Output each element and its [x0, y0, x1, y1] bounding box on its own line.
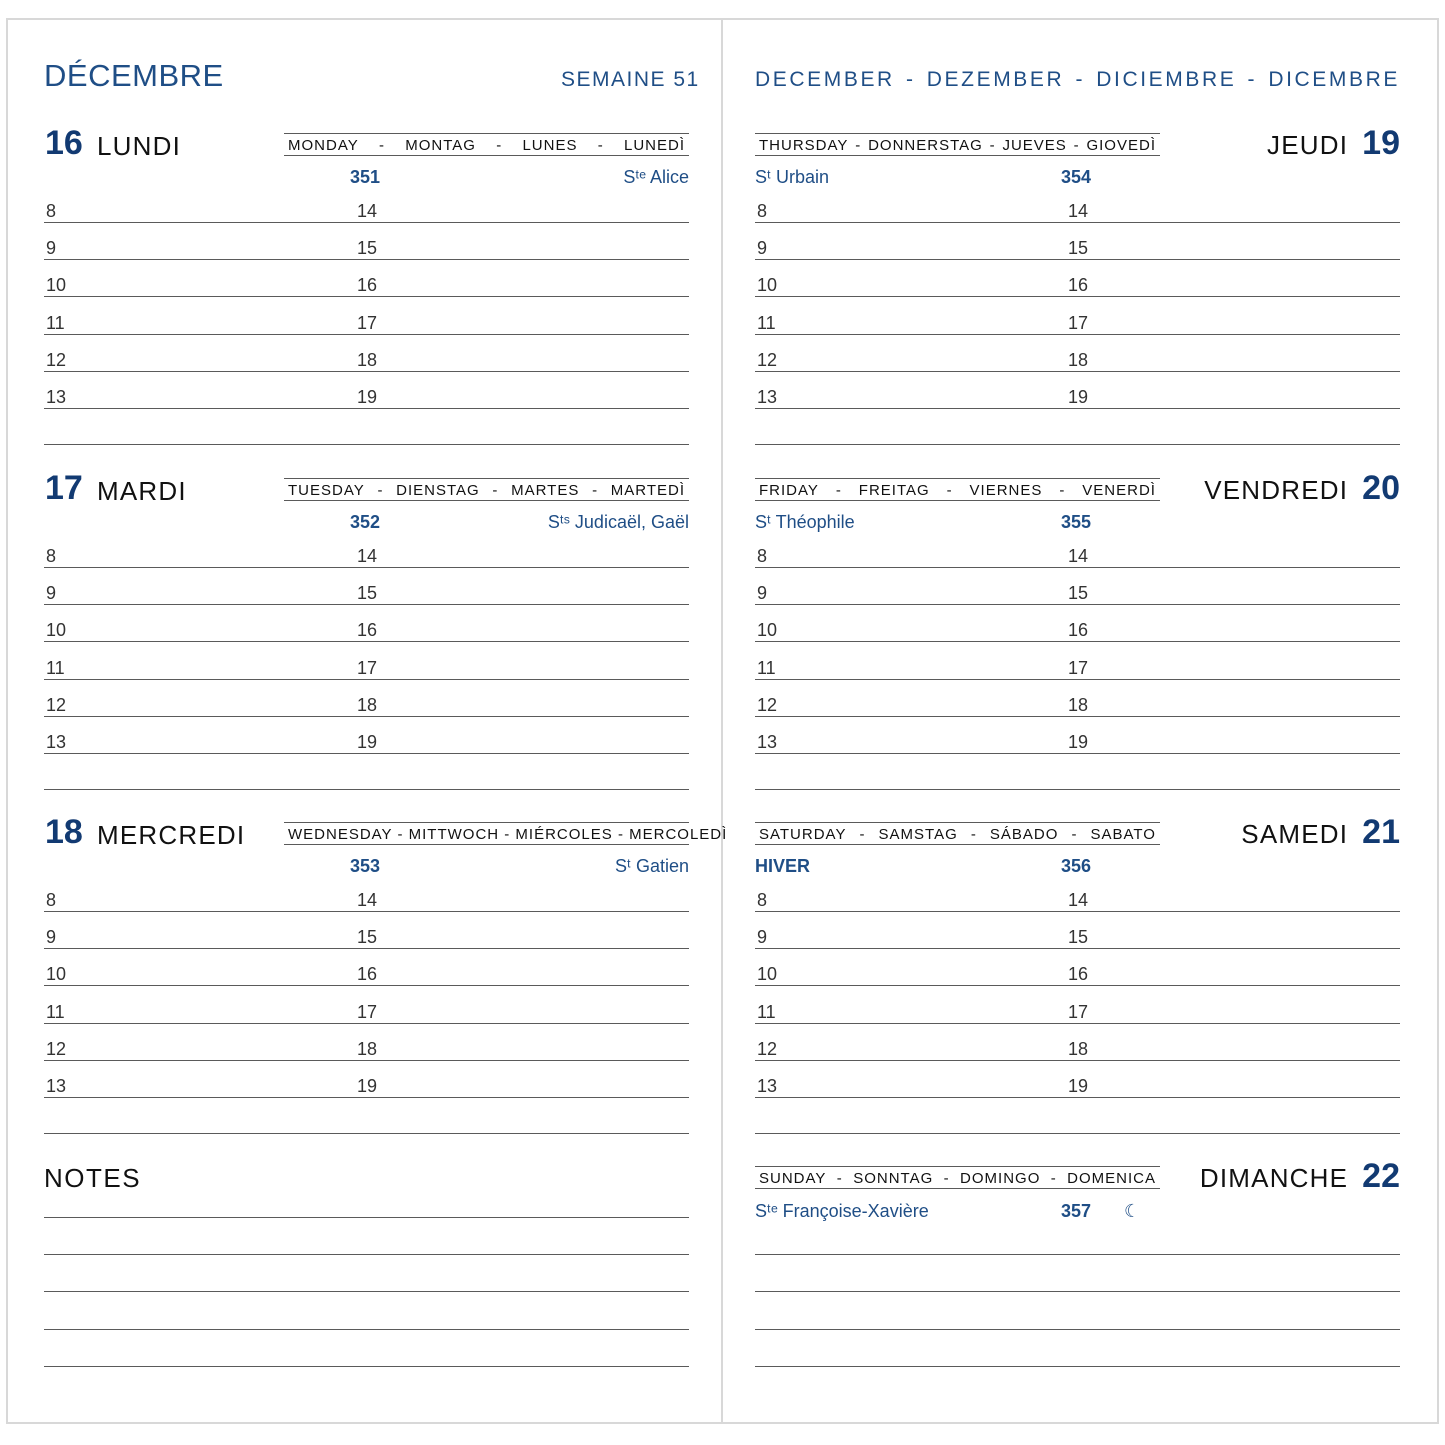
day-translation: MARTES [511, 482, 580, 499]
day-heading [1241, 813, 1400, 852]
rule-line [755, 1291, 1400, 1292]
day-heading [1204, 469, 1400, 508]
hour-label: 11 [757, 312, 776, 333]
hour-label: 17 [1068, 312, 1089, 333]
month-translation: DEZEMBER [926, 68, 1065, 91]
rule-line [755, 844, 1160, 845]
rule-line [44, 641, 689, 642]
day-translation: SATURDAY [759, 826, 847, 843]
day-number: 20 [1362, 469, 1400, 507]
separator: - [1059, 482, 1066, 499]
hour-label: 19 [1068, 387, 1089, 407]
day-name: MARDI [97, 476, 187, 506]
rule-line [755, 1188, 1160, 1189]
rule-line [44, 222, 689, 223]
hour-label: 12 [757, 1038, 778, 1059]
hour-label: 8 [46, 890, 57, 910]
hour-label: 17 [357, 312, 378, 333]
separator: - [492, 482, 499, 499]
hour-label: 13 [46, 1076, 67, 1096]
day-translation: VIERNES [969, 482, 1043, 499]
hour-label: 16 [357, 275, 378, 296]
day-translation: MARTEDÌ [610, 482, 685, 499]
rule-line [44, 985, 689, 986]
day-translation: DOMINGO [960, 1170, 1041, 1187]
separator: - [378, 137, 385, 154]
hour-label: 18 [357, 1038, 378, 1059]
day-name: SAMEDI [1241, 819, 1349, 849]
hour-label: 15 [357, 583, 378, 604]
rule-line [755, 1097, 1400, 1098]
rule-line [44, 408, 689, 409]
day-translation: SÁBADO [989, 826, 1059, 843]
day-number: 21 [1362, 813, 1400, 851]
hour-label: 14 [1068, 546, 1089, 566]
separator: - [970, 826, 977, 843]
rule-line [755, 1366, 1400, 1367]
separator: - [1073, 137, 1080, 154]
rule-line [44, 371, 689, 372]
hour-label: 18 [1068, 694, 1089, 715]
day-translations [288, 826, 728, 843]
hour-label: 12 [46, 1038, 67, 1059]
separator: - [836, 1170, 843, 1187]
day-translation: SUNDAY [759, 1170, 827, 1187]
hour-label: 19 [1068, 1076, 1089, 1096]
hour-label: 17 [357, 1001, 378, 1022]
hour-label: 14 [1068, 201, 1089, 221]
hour-label: 11 [46, 657, 65, 678]
rule-line [284, 478, 689, 479]
hour-label: 9 [757, 238, 768, 259]
day-translation: LUNES [522, 137, 578, 154]
day-of-year: 351 [350, 167, 381, 187]
rule-line [755, 948, 1400, 949]
day-of-year: 352 [350, 512, 381, 532]
hour-label: 12 [46, 349, 67, 370]
hour-label: 8 [757, 890, 768, 910]
day-heading [1200, 1157, 1400, 1196]
day-of-year: 354 [1061, 167, 1092, 187]
rule-line [755, 155, 1160, 156]
saint-name: Sᵗ Théophile [755, 512, 855, 532]
day-translation: FREITAG [858, 482, 930, 499]
rule-line [755, 133, 1160, 134]
hour-label: 15 [1068, 583, 1089, 604]
hour-label: 10 [46, 620, 67, 641]
saint-name: Sᵗ Urbain [755, 167, 829, 187]
hour-label: 12 [46, 694, 67, 715]
day-translation: SONNTAG [853, 1170, 934, 1187]
saint-name: Sᵗˢ Judicaël, Gaël [547, 512, 689, 532]
hour-label: 10 [757, 620, 778, 641]
month-translations [755, 68, 1400, 92]
day-translation: DIENSTAG [396, 482, 480, 499]
hour-label: 9 [757, 583, 768, 604]
day-translation: FRIDAY [759, 482, 819, 499]
rule-line [44, 1060, 689, 1061]
hour-label: 8 [46, 546, 57, 566]
day-translations [288, 482, 685, 499]
rule-line [755, 371, 1400, 372]
hour-label: 14 [357, 201, 378, 221]
hour-label: 9 [757, 927, 768, 948]
rule-line [44, 1133, 689, 1134]
day-number: 18 [45, 813, 83, 851]
day-translation: WEDNESDAY - MITTWOCH - MIÉRCOLES - MERCOLEDÌ [288, 826, 728, 843]
rule-line [44, 259, 689, 260]
hour-label: 10 [757, 964, 778, 985]
day-name: MERCREDI [97, 820, 246, 850]
hour-label: 12 [757, 694, 778, 715]
rule-line [44, 1023, 689, 1024]
day-number: 19 [1362, 124, 1400, 162]
hour-label: 13 [757, 387, 778, 407]
notes-title: NOTES [44, 1163, 142, 1193]
rule-line [755, 444, 1400, 445]
rule-line [44, 948, 689, 949]
hour-label: 10 [757, 275, 778, 296]
hour-label: 17 [357, 657, 378, 678]
rule-line [284, 844, 689, 845]
hour-label: 19 [357, 732, 378, 752]
hour-label: 16 [357, 964, 378, 985]
rule-line [755, 1254, 1400, 1255]
left-page [8, 20, 722, 1422]
day-translation: MONTAG [405, 137, 476, 154]
separator: - [592, 482, 599, 499]
saint-name: Sᵗᵉ Françoise-Xavière [755, 1201, 929, 1221]
hour-label: 9 [46, 927, 57, 948]
hour-label: 19 [357, 1076, 378, 1096]
hour-label: 19 [357, 387, 378, 407]
day-name: DIMANCHE [1199, 1163, 1349, 1193]
separator: - [835, 482, 842, 499]
hour-label: 18 [1068, 1038, 1089, 1059]
rule-line [755, 1060, 1400, 1061]
day-translation: SABATO [1090, 826, 1156, 843]
rule-line [755, 753, 1400, 754]
day-translation: JUEVES [1002, 137, 1067, 154]
rule-line [44, 444, 689, 445]
hour-label: 8 [757, 201, 768, 221]
rule-line [755, 911, 1400, 912]
hour-label: 10 [46, 275, 67, 296]
rule-line [755, 1133, 1400, 1134]
day-number: 16 [45, 124, 83, 162]
rule-line [755, 478, 1160, 479]
hour-label: 11 [757, 1001, 776, 1022]
rule-line [755, 679, 1400, 680]
rule-line [44, 1254, 689, 1255]
hour-label: 12 [757, 349, 778, 370]
hour-label: 16 [1068, 964, 1089, 985]
separator: - [597, 137, 604, 154]
month-translation: DECEMBER [755, 68, 895, 91]
day-translations [759, 826, 1156, 843]
hour-label: 9 [46, 583, 57, 604]
hour-label: 15 [357, 927, 378, 948]
day-of-year: 355 [1061, 512, 1092, 532]
month-translation: DICIEMBRE [1096, 68, 1237, 91]
rule-line [44, 296, 689, 297]
rule-line [44, 1329, 689, 1330]
rule-line [44, 1291, 689, 1292]
hour-label: 16 [1068, 275, 1089, 296]
hour-label: 17 [1068, 657, 1089, 678]
rule-line [755, 500, 1160, 501]
hour-label: 13 [757, 1076, 778, 1096]
separator: - [989, 137, 996, 154]
hour-label: 11 [757, 657, 776, 678]
rule-line [44, 567, 689, 568]
day-name: LUNDI [97, 131, 182, 161]
rule-line [755, 334, 1400, 335]
rule-line [44, 1366, 689, 1367]
hour-label: 8 [757, 546, 768, 566]
rule-line [755, 408, 1400, 409]
separator: - [855, 137, 862, 154]
rule-line [44, 1097, 689, 1098]
hour-label: 10 [46, 964, 67, 985]
hour-label: 13 [757, 732, 778, 752]
separator: - [943, 1170, 950, 1187]
saint-name: HIVER [755, 856, 811, 876]
separator: - [906, 68, 916, 91]
rule-line [755, 259, 1400, 260]
rule-line [44, 789, 689, 790]
hour-label: 15 [1068, 927, 1089, 948]
day-of-year: 353 [350, 856, 381, 876]
day-name: JEUDI [1267, 130, 1349, 160]
rule-line [44, 334, 689, 335]
week-number: SEMAINE 51 [561, 68, 700, 91]
day-translation: LUNEDÌ [623, 137, 685, 154]
day-translation: DOMENICA [1067, 1170, 1156, 1187]
day-of-year: 356 [1061, 856, 1092, 876]
hour-label: 14 [357, 890, 378, 910]
hour-label: 16 [357, 620, 378, 641]
day-translation: TUESDAY [288, 482, 365, 499]
rule-line [755, 985, 1400, 986]
day-number: 22 [1362, 1157, 1400, 1195]
rule-line [284, 500, 689, 501]
separator: - [1071, 826, 1078, 843]
hour-label: 18 [357, 349, 378, 370]
rule-line [755, 567, 1400, 568]
hour-label: 11 [46, 1001, 65, 1022]
hour-label: 18 [1068, 349, 1089, 370]
day-name: VENDREDI [1204, 475, 1349, 505]
separator: - [946, 482, 953, 499]
hour-label: 8 [46, 201, 57, 221]
separator: - [377, 482, 384, 499]
hour-label: 14 [1068, 890, 1089, 910]
hour-label: 14 [357, 546, 378, 566]
moon-phase-icon: ☾ [1124, 1201, 1141, 1221]
hour-label: 13 [46, 732, 67, 752]
hour-label: 16 [1068, 620, 1089, 641]
rule-line [284, 133, 689, 134]
rule-line [44, 911, 689, 912]
hour-label: 19 [1068, 732, 1089, 752]
day-translation: VENERDÌ [1082, 482, 1156, 499]
hour-label: 13 [46, 387, 67, 407]
rule-line [755, 789, 1400, 790]
rule-line [755, 641, 1400, 642]
hour-label: 15 [357, 238, 378, 259]
day-translations [759, 482, 1156, 499]
day-translation: GIOVEDÌ [1086, 137, 1156, 154]
month-title: DÉCEMBRE [44, 58, 224, 93]
rule-line [755, 296, 1400, 297]
hour-label: 15 [1068, 238, 1089, 259]
day-translations [759, 1170, 1156, 1187]
day-translations [288, 137, 685, 154]
hour-label: 17 [1068, 1001, 1089, 1022]
rule-line [755, 716, 1400, 717]
rule-line [44, 679, 689, 680]
saint-name: Sᵗ Gatien [615, 856, 689, 876]
rule-line [44, 753, 689, 754]
rule-line [755, 1329, 1400, 1330]
rule-line [755, 1166, 1160, 1167]
rule-line [44, 604, 689, 605]
day-of-year: 357 [1061, 1201, 1092, 1221]
day-translation: THURSDAY [759, 137, 849, 154]
separator: - [1247, 68, 1258, 91]
rule-line [284, 822, 689, 823]
day-heading [1267, 124, 1400, 163]
hour-label: 18 [357, 694, 378, 715]
rule-line [755, 222, 1400, 223]
rule-line [44, 716, 689, 717]
day-translation: MONDAY [288, 137, 359, 154]
hour-label: 9 [46, 238, 57, 259]
day-number: 17 [45, 469, 83, 507]
day-translation: SAMSTAG [878, 826, 958, 843]
month-translation: DICEMBRE [1268, 68, 1400, 91]
separator: - [859, 826, 866, 843]
separator: - [1050, 1170, 1057, 1187]
separator: - [1075, 68, 1086, 91]
rule-line [755, 1023, 1400, 1024]
rule-line [44, 1217, 689, 1218]
hour-label: 11 [46, 312, 65, 333]
day-translations [759, 137, 1156, 154]
day-translation: DONNERSTAG [868, 137, 983, 154]
rule-line [755, 604, 1400, 605]
separator: - [496, 137, 503, 154]
rule-line [284, 155, 689, 156]
saint-name: Sᵗᵉ Alice [623, 167, 689, 187]
rule-line [755, 822, 1160, 823]
